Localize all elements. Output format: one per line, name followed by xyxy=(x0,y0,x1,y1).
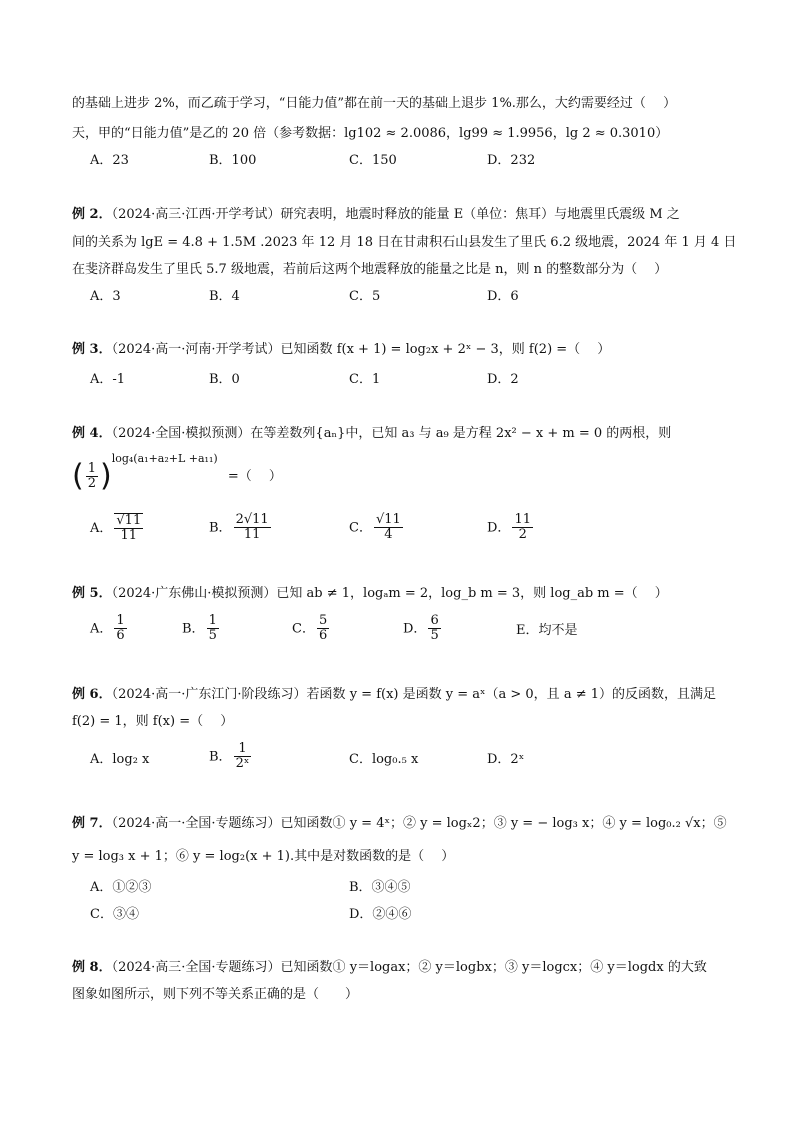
ex7-option-d: D．②④⑥ xyxy=(349,907,412,922)
ex4-option-c-num: √11 xyxy=(375,512,401,527)
ex2-option-a: A．3 xyxy=(90,289,121,304)
ex5-option-b-den: 5 xyxy=(208,628,217,644)
ex5-option-a-label: A． xyxy=(90,621,113,637)
ex4-text-1: （2024·全国·模拟预测）在等差数列{aₙ}中，已知 a₃ 与 a₉ 是方程 2x² − x + m = 0 的两根，则 xyxy=(111,426,672,441)
ex4-exponent: log₄(a₁+a₂+L +a₁₁) xyxy=(111,452,218,465)
ex2-line-2: 间的关系为 lgE = 4.8 + 1.5M .2023 年 12 月 18 日在甘肃积石山县发生了里氏 6.2 级地震，2024 年 1 月 4 日 xyxy=(72,235,737,250)
ex5-option-d-num: 6 xyxy=(430,613,439,628)
ex2-line-1 xyxy=(72,207,680,223)
ex2-label: 例 2． xyxy=(72,207,112,222)
ex4-option-c xyxy=(349,513,405,543)
ex4-option-d-num: 11 xyxy=(514,512,531,527)
ex3-option-c: C．1 xyxy=(349,372,381,387)
ex2-option-d: D．6 xyxy=(487,289,519,304)
ex7-line-2: y = log₃ x + 1；⑥ y = log₂(x + 1).其中是对数函数的是（ ） xyxy=(72,849,455,864)
ex5-option-c-num: 5 xyxy=(318,613,328,628)
ex2-text-1: （2024·高三·江西·开学考试）研究表明，地震时释放的能量 E（单位：焦耳）与地震里氏震级 M 之 xyxy=(111,207,680,222)
ex4-option-b-den: 11 xyxy=(243,527,261,543)
intro-option-d: D．232 xyxy=(487,153,536,168)
ex7-text-1: （2024·高一·全国·专题练习）已知函数① y = 4ˣ；② y = logₓ2；③ y = − log₃ x；④ y = log₀.₂ √x；⑤ xyxy=(111,816,727,831)
ex6-option-d: D．2ˣ xyxy=(487,752,525,767)
ex5-option-c xyxy=(292,614,331,644)
ex4-expression xyxy=(72,452,282,492)
ex5-option-b-num: 1 xyxy=(208,613,217,628)
ex2-option-b: B．4 xyxy=(209,289,240,304)
ex4-option-b-label: B． xyxy=(209,520,232,536)
ex8-text-1: （2024·高三·全国·专题练习）已知函数① y＝logax；② y＝logbx；③ y＝logcx；④ y＝logdx 的大致 xyxy=(111,960,707,975)
ex4-left-paren: ( xyxy=(72,458,84,494)
ex4-right-paren: ) xyxy=(100,458,112,494)
ex5-option-b-label: B． xyxy=(182,621,205,637)
ex2-line-3: 在斐济群岛发生了里氏 5.7 级地震，若前后这两个地震释放的能量之比是 n，则 n 的整数部分为（ ） xyxy=(72,262,668,277)
ex6-label: 例 6． xyxy=(72,687,112,702)
ex8-label: 例 8． xyxy=(72,960,112,975)
ex5-option-d xyxy=(403,614,443,644)
ex6-option-b-den: 2ˣ xyxy=(235,756,250,772)
intro-line-1: 的基础上进步 2%，而乙疏于学习，“日能力值”都在前一天的基础上退步 1%.那么，大约需要经过（ ） xyxy=(72,96,677,111)
intro-option-a: A．23 xyxy=(90,153,129,168)
ex5-option-d-den: 5 xyxy=(430,628,439,644)
ex3-option-d: D．2 xyxy=(487,372,519,387)
ex4-option-c-label: C． xyxy=(349,520,372,536)
ex4-option-b-num: 2√11 xyxy=(235,512,269,527)
ex6-option-b-num: 1 xyxy=(234,742,252,757)
ex8-line-1 xyxy=(72,960,707,976)
ex6-option-c: C．log₀.₅ x xyxy=(349,752,419,767)
ex4-option-a xyxy=(90,513,145,544)
ex8-line-2: 图象如图所示，则下列不等关系正确的是（ ） xyxy=(72,987,359,1002)
ex6-line-1 xyxy=(72,687,716,703)
ex4-option-c-den: 4 xyxy=(384,527,393,543)
ex4-option-a-den: 11 xyxy=(120,528,138,544)
ex6-option-b xyxy=(209,742,253,772)
ex4-option-d xyxy=(487,513,535,543)
ex2-option-c: C．5 xyxy=(349,289,381,304)
ex5-option-a xyxy=(90,614,129,644)
ex5-line-1 xyxy=(72,586,668,602)
ex6-line-2: f(2) = 1，则 f(x) =（ ） xyxy=(72,714,234,729)
ex4-option-b xyxy=(209,513,273,543)
ex4-label: 例 4． xyxy=(72,426,112,441)
ex4-line-1 xyxy=(72,426,671,442)
ex4-option-d-den: 2 xyxy=(518,527,527,543)
ex5-option-e: E．均不是 xyxy=(516,623,578,638)
ex7-label: 例 7． xyxy=(72,816,112,831)
intro-line-2: 天，甲的“日能力值”是乙的 20 倍（参考数据：lg102 ≈ 2.0086，lg99 ≈ 1.9956，lg 2 ≈ 0.3010） xyxy=(72,126,669,141)
ex4-option-d-label: D． xyxy=(487,520,511,536)
ex6-option-a: A．log₂ x xyxy=(90,752,150,767)
ex3-option-b: B．0 xyxy=(209,372,240,387)
ex7-option-c: C．③④ xyxy=(90,907,139,922)
ex5-option-c-den: 6 xyxy=(318,628,328,644)
ex4-tail: =（ ） xyxy=(227,469,282,484)
ex6-option-b-label: B． xyxy=(209,749,232,765)
ex3-option-a: A．-1 xyxy=(90,372,126,387)
ex5-option-a-num: 1 xyxy=(116,613,125,628)
ex5-option-d-label: D． xyxy=(403,621,427,637)
ex6-text-1: （2024·高一·广东江门·阶段练习）若函数 y = f(x) 是函数 y = aˣ（a > 0，且 a ≠ 1）的反函数，且满足 xyxy=(111,687,716,702)
ex5-label: 例 5． xyxy=(72,586,112,601)
ex5-option-c-label: C． xyxy=(292,621,315,637)
intro-option-c: C．150 xyxy=(349,153,397,168)
ex4-half-fraction: $\frac{1}{2}$ xyxy=(87,460,96,491)
ex3-line-1 xyxy=(72,342,610,358)
ex7-option-b: B．③④⑤ xyxy=(349,880,411,895)
ex3-label: 例 3． xyxy=(72,342,112,357)
ex4-option-a-num: √11 xyxy=(116,513,142,528)
ex7-line-1 xyxy=(72,816,727,832)
ex4-option-a-label: A． xyxy=(90,520,113,536)
ex5-text-1: （2024·广东佛山·模拟预测）已知 ab ≠ 1，logₐm = 2，log_b m = 3，则 log_ab m =（ ） xyxy=(111,586,668,601)
ex3-text-1: （2024·高一·河南·开学考试）已知函数 f(x + 1) = log₂x + 2ˣ − 3，则 f(2) =（ ） xyxy=(111,342,611,357)
ex5-option-a-den: 6 xyxy=(116,628,125,644)
ex7-option-a: A．①②③ xyxy=(90,880,152,895)
intro-option-b: B．100 xyxy=(209,153,257,168)
ex5-option-b xyxy=(182,614,221,644)
